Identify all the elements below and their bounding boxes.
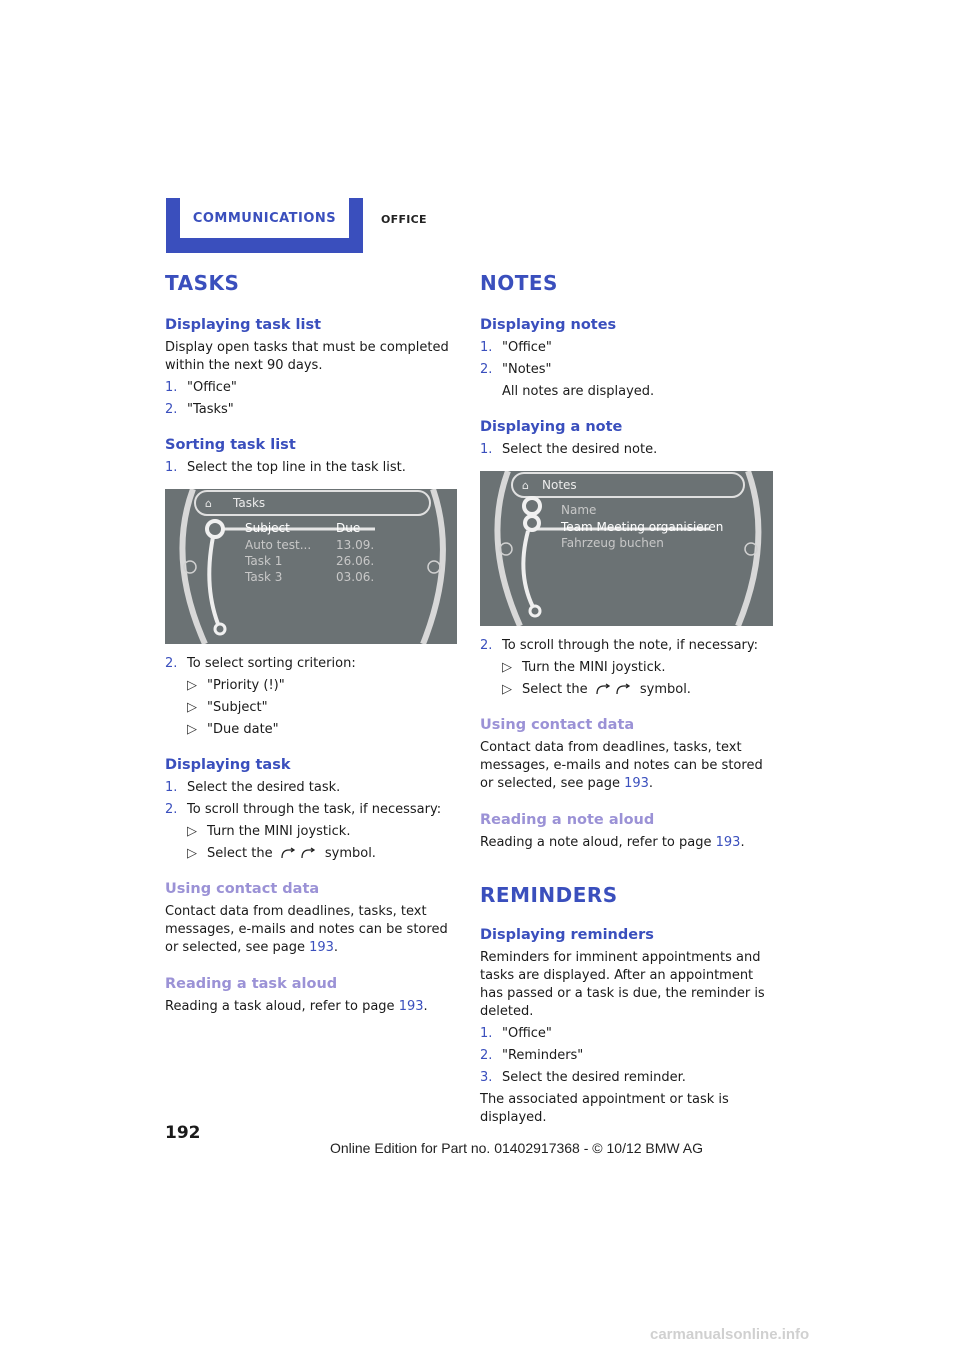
task-contact-data-heading: Using contact data [165, 881, 320, 897]
notes-screen-image [480, 471, 773, 626]
task-aloud-heading: Reading a task aloud [165, 976, 338, 992]
triangle-right-icon: ▷ [502, 660, 512, 675]
tasks-title: TASKS [165, 271, 240, 295]
list-item: 2. "Notes" [480, 362, 552, 377]
svg-text:⌂: ⌂ [205, 497, 212, 510]
bullet-item: ▷ "Due date" [187, 722, 279, 737]
triangle-right-icon: ▷ [502, 682, 512, 697]
reminders-title: REMINDERS [480, 883, 618, 907]
edition-footer: Online Edition for Part no. 01402917368 - © 10/12 BMW AG [330, 1140, 703, 1156]
page-link[interactable]: 193 [309, 940, 334, 955]
list-item: 3. Select the desired reminder. [480, 1070, 686, 1085]
task-contact-data-text: Contact data from deadlines, tasks, text messages, e-mails and notes can be stored or selected, see page 193. [165, 904, 448, 955]
page-number: 192 [165, 1123, 201, 1143]
displaying-reminders-heading: Displaying reminders [480, 927, 654, 943]
reminders-intro: Reminders for imminent appointments and tasks are displayed. After an appointment has passed or a task is due, the reminder is deleted. [480, 950, 765, 1019]
sorting-task-list-heading: Sorting task list [165, 437, 296, 453]
watermark: carmanualsonline.info [650, 1326, 810, 1343]
chapter-label: COMMUNICATIONS [192, 210, 337, 226]
list-item: 1. Select the desired task. [165, 780, 341, 795]
list-item: 2. To scroll through the task, if necessary: [165, 802, 442, 817]
note-contact-data-heading: Using contact data [480, 717, 635, 733]
notes-title: NOTES [480, 271, 558, 295]
screen-row-subject: Task 1 [245, 554, 283, 568]
screen-row: Name [561, 503, 597, 517]
displaying-task-list-heading: Displaying task list [165, 317, 322, 333]
note-aloud-text: Reading a note aloud, refer to page 193. [480, 835, 745, 850]
left-column-lower [165, 655, 457, 1016]
left-column [165, 270, 457, 477]
displaying-notes-heading: Displaying notes [480, 317, 617, 333]
bullet-item: ▷ "Priority (!)" [187, 678, 285, 693]
screen-header-due: Due [336, 521, 361, 535]
bullet-item: ▷ Turn the MINI joystick. [187, 824, 351, 839]
bullet-item: ▷ "Subject" [187, 700, 268, 715]
section-label: OFFICE [381, 213, 427, 226]
list-item: 1. "Office" [480, 340, 552, 355]
bullet-item: ▷ Select the symbol. [187, 846, 376, 861]
triangle-right-icon: ▷ [187, 700, 197, 715]
screen-row-due: 26.06. [336, 554, 375, 568]
screen-row-subject: Task 3 [245, 570, 283, 584]
notes-sub-text: All notes are displayed. [502, 384, 655, 399]
displaying-note-heading: Displaying a note [480, 419, 623, 435]
reminders-outro: The associated appointment or task is displayed. [480, 1092, 729, 1125]
screen-row-due: 13.09. [336, 538, 375, 552]
list-item: 1. Select the desired note. [480, 442, 658, 457]
tasks-screen-image [165, 489, 457, 644]
right-column [480, 270, 772, 459]
screen-title: Notes [542, 478, 577, 492]
right-column-lower [480, 637, 772, 1127]
bullet-item: ▷ Select the symbol. [502, 682, 691, 697]
list-item: 2. To scroll through the note, if necessary: [480, 638, 759, 653]
screen-title: Tasks [233, 496, 266, 510]
scroll-arrows-icon [279, 847, 319, 861]
page-link[interactable]: 193 [398, 999, 424, 1014]
triangle-right-icon: ▷ [187, 846, 197, 861]
screen-row-subject: Auto test... [245, 538, 312, 552]
list-item: 1. "Office" [480, 1026, 552, 1041]
list-item: 2. "Tasks" [165, 402, 234, 417]
note-contact-data-text: Contact data from deadlines, tasks, text messages, e-mails and notes can be stored or selected, see page 193. [480, 740, 763, 791]
chapter-tab [166, 198, 363, 253]
svg-text:⌂: ⌂ [522, 479, 529, 492]
page-link[interactable]: 193 [624, 776, 649, 791]
screen-row-due: 03.06. [336, 570, 375, 584]
bullet-item: ▷ Turn the MINI joystick. [502, 660, 666, 675]
displaying-task-heading: Displaying task [165, 757, 291, 773]
scroll-arrows-icon [594, 683, 634, 697]
list-item: 1. Select the top line in the task list. [165, 460, 406, 475]
note-aloud-heading: Reading a note aloud [480, 812, 655, 828]
triangle-right-icon: ▷ [187, 722, 197, 737]
page-link[interactable]: 193 [715, 835, 741, 850]
screen-row: Team Meeting organisieren [561, 520, 724, 534]
screen-header-subject: Subject [245, 521, 290, 535]
screen-row: Fahrzeug buchen [561, 536, 664, 550]
list-item: 2. "Reminders" [480, 1048, 584, 1063]
task-aloud-text: Reading a task aloud, refer to page 193. [165, 999, 428, 1014]
task-list-intro: Display open tasks that must be completed within the next 90 days. [165, 340, 449, 373]
triangle-right-icon: ▷ [187, 824, 197, 839]
list-item: 2. To select sorting criterion: [165, 656, 356, 671]
list-item: 1. "Office" [165, 380, 237, 395]
triangle-right-icon: ▷ [187, 678, 197, 693]
